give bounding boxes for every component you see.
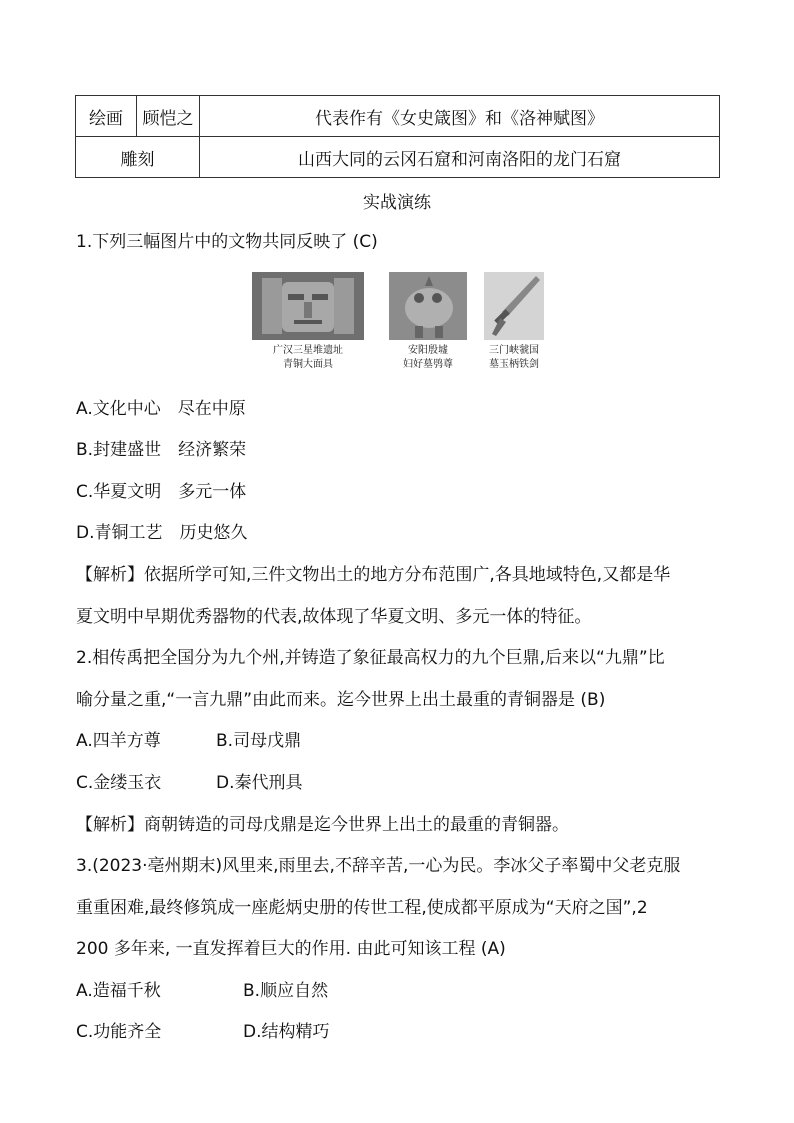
option-c: C.金缕玉衣 — [76, 773, 162, 793]
analysis-line: 【解析】依据所学可知,三件文物出土的地方分布范围广,各具地域特色,又都是华 — [76, 565, 671, 585]
option-b: B.顺应自然 — [243, 981, 329, 1001]
option-c: C.功能齐全 — [76, 1022, 162, 1042]
bronze-mask-image — [252, 272, 364, 340]
table-cell: 雕刻 — [76, 137, 200, 178]
question-3-stem: 3.(2023·亳州期末)风里来,雨里去,不辞辛苦,一心为民。李冰父子率蜀中父老克服 — [76, 856, 681, 876]
option-a: A.造福千秋 — [76, 981, 161, 1001]
table-cell: 代表作有《女史箴图》和《洛神赋图》 — [200, 96, 720, 137]
option-b: B.司母戊鼎 — [216, 731, 302, 751]
table-row — [76, 137, 720, 178]
table-cell: 山西大同的云冈石窟和河南洛阳的龙门石窟 — [200, 137, 720, 178]
figure-caption: 三门峡虢国 — [489, 345, 539, 356]
figure-caption: 妇好墓鸮尊 — [403, 359, 453, 370]
option-d: D.结构精巧 — [243, 1022, 330, 1042]
figure-caption: 广汉三星堆遗址 — [273, 345, 343, 356]
question-3-stem: 重重困难,最终修筑成一座彪炳史册的传世工程,使成都平原成为“天府之国”,2 — [76, 898, 648, 918]
option-d: D.青铜工艺 历史悠久 — [76, 523, 248, 543]
figure-caption: 青铜大面具 — [283, 359, 333, 370]
option-a: A.四羊方尊 — [76, 731, 161, 751]
figure-caption: 墓玉柄铁剑 — [489, 359, 539, 370]
art-summary-table — [75, 95, 720, 178]
section-title: 实战演练 — [363, 193, 431, 213]
iron-sword-image — [484, 272, 544, 340]
table-row — [76, 96, 720, 137]
question-1-stem: 1.下列三幅图片中的文物共同反映了 (C) — [76, 232, 378, 252]
table-cell: 顾恺之 — [137, 96, 200, 137]
question-2-stem: 喻分量之重,“一言九鼎”由此而来。迄今世界上出土最重的青铜器是 (B) — [76, 690, 606, 710]
figure-caption: 安阳殷墟 — [408, 345, 448, 356]
option-c: C.华夏文明 多元一体 — [76, 482, 247, 502]
question-2-stem: 2.相传禹把全国分为九个州,并铸造了象征最高权力的九个巨鼎,后来以“九鼎”比 — [76, 648, 665, 668]
analysis-line: 【解析】商朝铸造的司母戊鼎是迄今世界上出土的最重的青铜器。 — [76, 815, 569, 835]
question-3-stem: 200 多年来, 一直发挥着巨大的作用. 由此可知该工程 (A) — [76, 939, 506, 959]
question-1-figures — [252, 272, 552, 382]
analysis-line: 夏文明中早期优秀器物的代表,故体现了华夏文明、多元一体的特征。 — [76, 607, 592, 627]
option-d: D.秦代刑具 — [216, 773, 303, 793]
bronze-owl-vessel-image — [389, 272, 467, 340]
table-cell: 绘画 — [76, 96, 137, 137]
figure-item — [484, 272, 544, 372]
option-b: B.封建盛世 经济繁荣 — [76, 440, 247, 460]
figure-item — [252, 272, 364, 372]
figure-item — [389, 272, 467, 372]
option-a: A.文化中心 尽在中原 — [76, 399, 246, 419]
